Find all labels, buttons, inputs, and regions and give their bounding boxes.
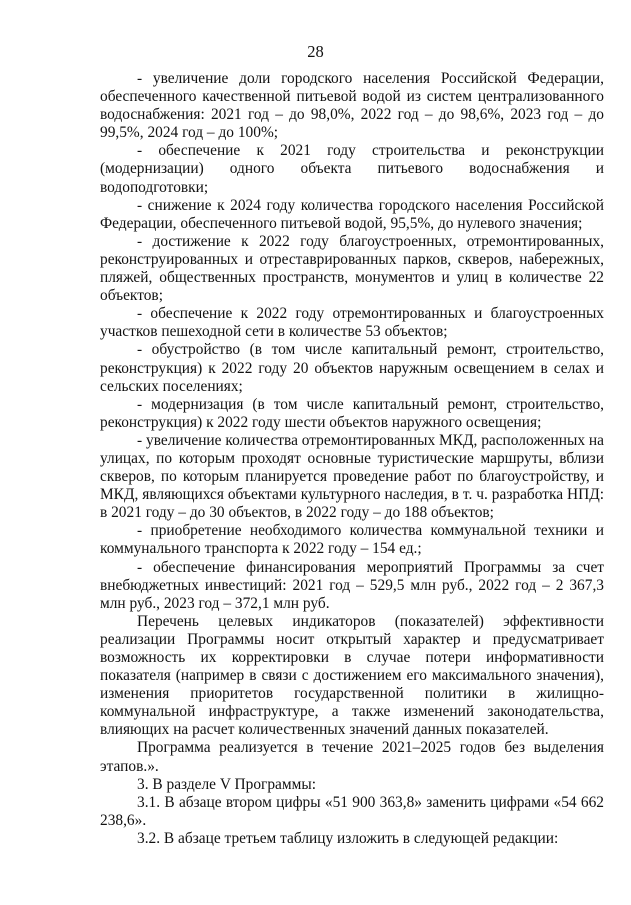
- paragraph: - обеспечение к 2022 году отремонтированных и благоустроенных участков пешеходной сети в количестве 53 объектов;: [100, 305, 604, 341]
- paragraph: 3.2. В абзаце третьем таблицу изложить в следующей редакции:: [137, 829, 559, 847]
- paragraph: - достижение к 2022 году благоустроенных, отремонтированных, реконструированных и отреставрированных парков, скверов, набережных, пляжей, общественных пространств, монументов и улиц в количестве 22 объектов;: [100, 232, 604, 305]
- paragraph: - увеличение количества отремонтированных МКД, расположенных на улицах, по которым проходят основные туристические маршруты, вблизи скверов, по которым планируется проведение работ по благоустройству, и МКД, являющихся объектами культурного наследия, в т. ч. разработка НПД: в 2021 году – до 30 объектов, в 2022 году – до 188 объектов;: [100, 431, 604, 522]
- paragraph: - обеспечение финансирования мероприятий Программы за счет внебюджетных инвестиций: 2021 год – 529,5 млн руб., 2022 год – 2 367,3 млн руб., 2023 год – 372,1 млн руб.: [100, 558, 604, 612]
- paragraph: 3.1. В абзаце втором цифры «51 900 363,8» заменить цифрами «54 662 238,6».: [100, 793, 604, 829]
- paragraph: - приобретение необходимого количества коммунальной техники и коммунального транспорта к 2022 году – 154 ед.;: [100, 522, 604, 558]
- document-body: [100, 70, 604, 848]
- paragraph: Программа реализуется в течение 2021–2025 годов без выделения этапов.».: [100, 739, 604, 775]
- paragraph: 3. В разделе V Программы:: [137, 775, 316, 793]
- paragraph: - увеличение доли городского населения Российской Федерации, обеспеченного качественной питьевой водой из систем централизованного водоснабжения: 2021 год – до 98,0%, 2022 год – до 98,6%, 2023 год – до 99,5%, 2024 год – до 100%;: [100, 70, 604, 142]
- paragraph: - модернизация (в том числе капитальный ремонт, строительство, реконструкция) к 2022 году шести объектов наружного освещения;: [100, 395, 604, 431]
- paragraph: - обустройство (в том числе капитальный ремонт, строительство, реконструкция) к 2022 году 20 объектов наружным освещением в селах и сельских поселениях;: [100, 341, 604, 395]
- paragraph: - обеспечение к 2021 году строительства и реконструкции (модернизации) одного объекта питьевого водоснабжения и водоподготовки;: [100, 142, 604, 196]
- paragraph: Перечень целевых индикаторов (показателей) эффективности реализации Программы носит открытый характер и предусматривает возможность их корректировки в случае потери информативности показателя (например в связи с достижением его максимального значения), изменения приоритетов государственной политики в жилищно-коммунальной инфраструктуре, а также изменений законодательства, влияющих на расчет количественных значений данных показателей.: [100, 612, 604, 739]
- page-number: 28: [307, 42, 324, 61]
- paragraph: - снижение к 2024 году количества городского населения Российской Федерации, обеспеченного питьевой водой, 95,5%, до нулевого значения;: [100, 196, 604, 232]
